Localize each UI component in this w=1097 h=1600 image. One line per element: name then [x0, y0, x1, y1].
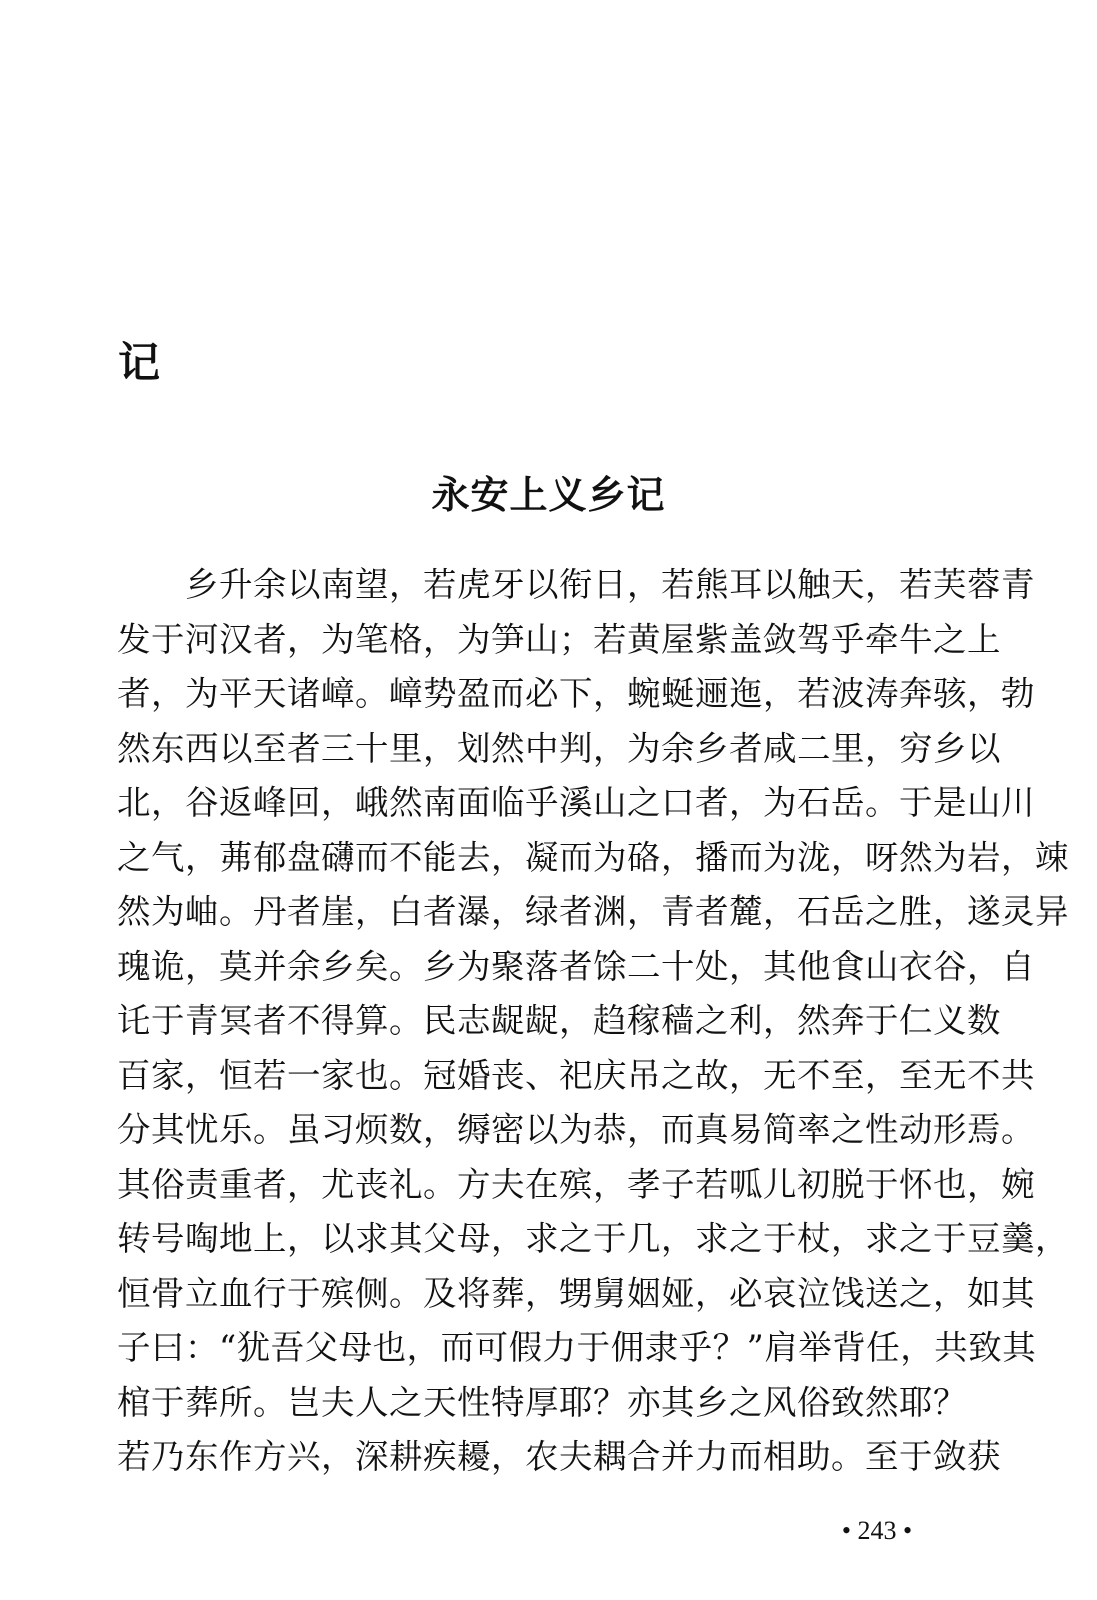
body-line: 百家，恒若一家也。冠婚丧、祀庆吊之故，无不至，至无不共	[117, 1055, 1035, 1095]
body-line: 瑰诡，莫并余乡矣。乡为聚落者馀二十处，其他食山衣谷，自	[117, 946, 1035, 986]
body-line: 转号啕地上，以求其父母，求之于几，求之于杖，求之于豆羹，	[117, 1219, 1069, 1258]
body-line: 乡升余以南望，若虎牙以衔日，若熊耳以触天，若芙蓉青	[185, 565, 1035, 604]
body-line: 者，为平天诸嶂。嶂势盈而必下，蜿蜒逦迤，若波涛奔骇，勃	[117, 674, 1035, 713]
body-text	[117, 558, 1069, 1485]
article-title: 永安上义乡记	[431, 473, 666, 517]
body-line: 棺于葬所。岂夫人之天性特厚耶？亦其乡之风俗致然耶？	[117, 1382, 967, 1422]
body-line: 讬于青冥者不得算。民志龊龊，趋稼穑之利，然奔于仁义数	[117, 1001, 1001, 1040]
body-line: 恒骨立血行于殡侧。及将葬，甥舅姻娅，必哀泣饯送之，如其	[117, 1273, 1035, 1313]
body-line: 然东西以至者三十里，划然中判，为余乡者咸二里，穷乡以	[117, 728, 1001, 768]
body-line: 其俗责重者，尤丧礼。方夫在殡，孝子若呱儿初脱于怀也，婉	[117, 1164, 1035, 1204]
body-line: 子曰：“犹吾父母也，而可假力于佣隶乎？”肩举背任，共致其	[117, 1328, 1037, 1367]
page-number: • 243 •	[841, 1516, 913, 1545]
section-heading: 记	[118, 338, 161, 387]
body-line: 之气，茀郁盘礴而不能去，凝而为硌，播而为泷，呀然为岩，竦	[117, 837, 1069, 877]
body-line: 北，谷返峰回，峨然南面临乎溪山之口者，为石岳。于是山川	[117, 783, 1035, 822]
body-line: 发于河汉者，为笔格，为笋山；若黄屋紫盖敛驾乎牵牛之上	[117, 619, 1001, 659]
body-line: 若乃东作方兴，深耕疾耰，农夫耦合并力而相助。至于敛获	[117, 1437, 1001, 1476]
body-line: 然为岫。丹者崖，白者瀑，绿者渊，青者麓，石岳之胜，遂灵异	[117, 892, 1069, 931]
body-line: 分其忧乐。虽习烦数，缛密以为恭，而真易简率之性动形焉。	[117, 1110, 1035, 1149]
